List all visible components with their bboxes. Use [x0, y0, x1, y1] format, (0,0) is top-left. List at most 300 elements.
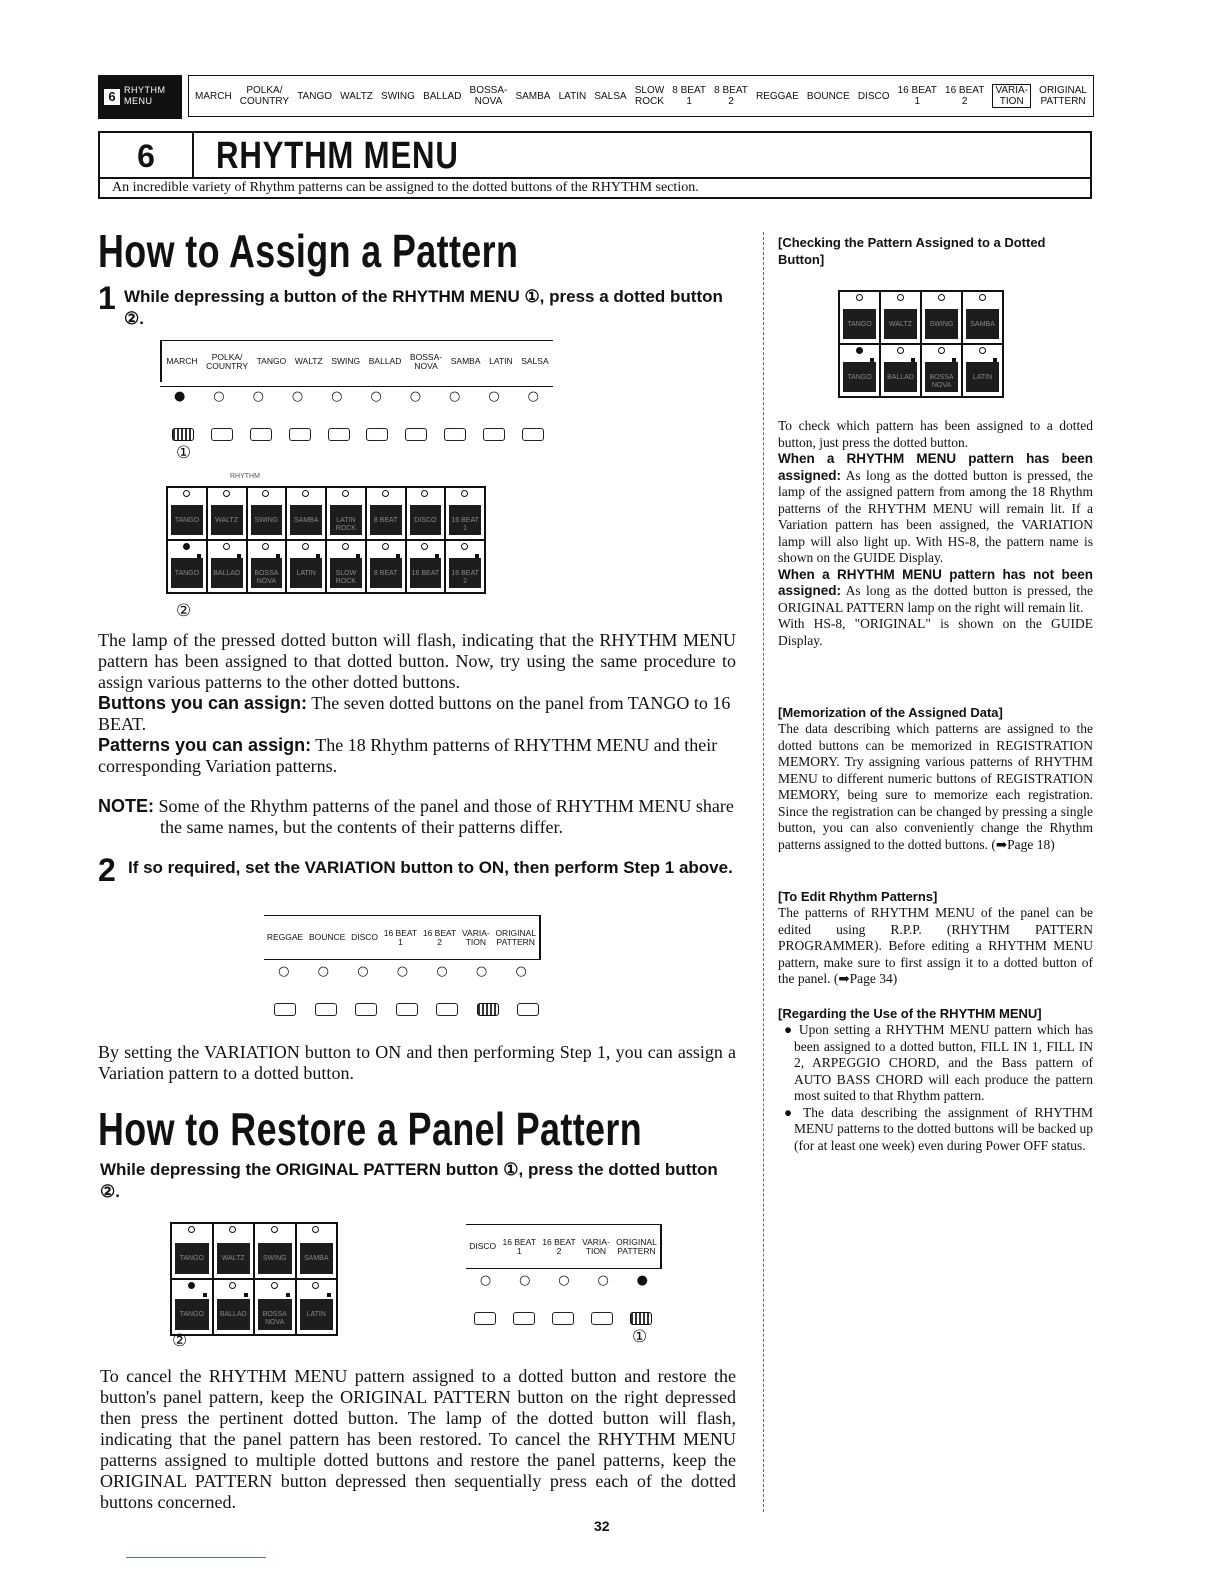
button-face: [330, 558, 362, 588]
rhythm-button[interactable]: [286, 540, 326, 593]
lamp-icon: [897, 294, 904, 301]
lamp-icon: [342, 490, 349, 497]
rhythm-button[interactable]: [445, 487, 485, 540]
callout-1: ①: [176, 443, 192, 463]
dot-marker-icon: [356, 554, 360, 558]
lamp-icon: [302, 490, 309, 497]
button-face: [251, 558, 283, 588]
diagram-original-strip: [466, 1224, 662, 1268]
rhythm-button[interactable]: [247, 487, 287, 540]
button-label: SWING: [929, 321, 954, 329]
button-label: 8 BEAT: [373, 570, 398, 578]
rhythm-button[interactable]: [880, 291, 921, 344]
menu-item-line1: TANGO: [297, 90, 333, 102]
lamp-icon: [188, 1282, 195, 1289]
diagram-variation-lamps: [264, 959, 541, 979]
button-label: SAMBA: [293, 517, 319, 525]
note: NOTE: Some of the Rhythm patterns of the panel and those of RHYTHM MENU share the same names, but the contents of their patterns differ.: [98, 796, 734, 837]
button-face: [843, 362, 876, 392]
badge-number: 6: [104, 89, 120, 105]
menu-item-line1: BALLAD: [423, 90, 462, 102]
rhythm-button[interactable]: [326, 487, 366, 540]
menu-item-line1: 16 BEAT: [897, 85, 937, 96]
lamp-off: ○: [396, 964, 409, 979]
menu-item[interactable]: [714, 85, 748, 107]
dot-marker-icon: [327, 1293, 331, 1297]
lamp-off: ○: [527, 389, 539, 404]
callout-2: ②: [176, 601, 192, 621]
menu-item-line2: 1: [686, 96, 692, 107]
dot-marker-icon: [244, 1293, 248, 1297]
rhythm-button[interactable]: [167, 540, 207, 593]
menu-item-line1: 8 BEAT: [672, 85, 707, 96]
button-label: 16 BEAT 1: [451, 517, 479, 533]
lamp-off: ○: [278, 964, 290, 979]
lamp-icon: [421, 490, 428, 497]
button-face: [175, 1299, 209, 1330]
menu-button[interactable]: [444, 428, 466, 441]
menu-item-line1: LATIN: [558, 90, 587, 102]
strip-label: 16 BEAT 2: [422, 927, 457, 947]
button-face: [884, 309, 917, 339]
rhythm-button[interactable]: [213, 1223, 255, 1279]
step-1-number: 1: [98, 280, 116, 316]
check-rhythm-panel: [838, 290, 1004, 398]
strip-label: MARCH: [166, 356, 198, 366]
lamp-off: ○: [436, 964, 448, 979]
diagram-assign: [160, 340, 553, 463]
diagram-variation-buttons: [274, 1003, 539, 1016]
lamp-off: ○: [519, 1273, 531, 1288]
lamp-icon: [979, 294, 986, 301]
menu-button[interactable]: [591, 1312, 613, 1325]
rhythm-button[interactable]: [921, 291, 962, 344]
heading-restore-pattern: How to Restore a Panel Pattern: [98, 1103, 643, 1155]
chapter-title: RHYTHM MENU: [216, 135, 459, 177]
button-label: LATIN: [972, 374, 993, 382]
button-label: BALLAD: [219, 1311, 247, 1319]
heading-assign-pattern: How to Assign a Pattern: [98, 225, 519, 277]
lamp-icon: [382, 543, 389, 550]
lamp-off: ○: [449, 389, 461, 404]
footer-rule: [126, 1557, 266, 1558]
button-label: WALTZ: [889, 321, 912, 329]
rhythm-button[interactable]: [880, 344, 921, 397]
strip-label: POLKA/ COUNTRY: [206, 351, 248, 371]
rhythm-button[interactable]: [247, 540, 287, 593]
dot-marker-icon: [276, 554, 280, 558]
menu-item-line1: MARCH: [195, 90, 232, 102]
lamp-icon: [979, 347, 986, 354]
button-label: SAMBA: [970, 321, 995, 329]
lamp-off: ○: [317, 964, 330, 979]
pressed-button[interactable]: [477, 1003, 499, 1016]
paragraph-variation: By setting the VARIATION button to ON and then performing Step 1, you can assign a Variation pattern to a dotted button.: [98, 1042, 736, 1083]
button-face: [370, 505, 402, 535]
strip-label: REGGAE: [266, 932, 304, 942]
menu-item-line2: 2: [728, 96, 734, 107]
menu-item-line1: SALSA: [594, 90, 627, 102]
menu-item[interactable]: [992, 84, 1031, 108]
menu-button[interactable]: [366, 428, 388, 441]
button-face: [843, 309, 876, 339]
dot-marker-icon: [435, 554, 439, 558]
diagram-original-buttons: [474, 1312, 652, 1325]
strip-label: 16 BEAT 1: [383, 927, 418, 947]
button-label: BALLAD: [887, 374, 914, 382]
chapter-title-box: [98, 131, 1092, 177]
button-face: [410, 558, 442, 588]
menu-item-line1: SAMBA: [515, 90, 551, 102]
rhythm-menu-strip: [188, 75, 1094, 117]
lamp-icon: [183, 543, 190, 550]
strip-label: ORIGINAL PATTERN: [495, 927, 537, 947]
button-label: LATIN: [296, 570, 316, 578]
strip-label: ORIGINAL PATTERN: [616, 1236, 657, 1256]
menu-item-line1: SWING: [381, 90, 415, 102]
menu-item-line1: BOSSA-: [469, 85, 508, 96]
lamp-icon: [342, 543, 349, 550]
not-assigned-paragraph: When a RHYTHM MENU pattern has not been assigned: As long as the dotted button is pressed, the ORIGINAL PATTERN lamp on the right will remain lit.: [778, 566, 1093, 615]
button-label: LATIN ROCK: [335, 517, 356, 533]
button-face: [175, 1243, 209, 1274]
dot-marker-icon: [475, 554, 479, 558]
diagram-lamp-row: [160, 386, 553, 404]
step-2-text: If so required, set the VARIATION button to ON, then perform Step 1 above.: [128, 858, 733, 877]
button-face: [370, 558, 402, 588]
menu-button[interactable]: [396, 1003, 418, 1016]
lamp-off: ○: [475, 964, 488, 979]
strip-label: VARIA- TION: [461, 927, 490, 947]
lamp-icon: [938, 347, 945, 354]
strip-label: DISCO: [351, 932, 378, 942]
button-label: BOSSA NOVA: [254, 570, 279, 586]
menu-item-line2: TION: [999, 96, 1024, 107]
lamp-off: ○: [331, 389, 343, 404]
button-label: SAMBA: [303, 1255, 329, 1263]
restore-step-text: While depressing the ORIGINAL PATTERN button ①, press the dotted button ②.: [100, 1160, 718, 1201]
lamp-icon: [188, 1226, 195, 1233]
dot-marker-icon: [286, 1293, 290, 1297]
column-divider: [763, 232, 765, 1512]
button-label: LATIN: [306, 1311, 326, 1319]
menu-item[interactable]: [594, 91, 626, 102]
menu-item[interactable]: [635, 85, 664, 107]
use-item-1: ● Upon setting a RHYTHM MENU pattern which has been assigned to a dotted button, FILL IN 1, FILL IN 2, ARPEGGIO CHORD, and the Bass pattern of AUTO BASS CHORD will each produce the pattern most suited to that Rhythm pattern.: [784, 1022, 1093, 1103]
menu-button[interactable]: [513, 1312, 535, 1325]
lamp-icon: [229, 1226, 236, 1233]
menu-button[interactable]: [405, 428, 427, 441]
button-label: SWING: [262, 1255, 287, 1263]
dot-marker-icon: [237, 554, 241, 558]
dot-marker-icon: [203, 1293, 207, 1297]
menu-button[interactable]: [517, 1003, 539, 1016]
button-label: WALTZ: [221, 1255, 245, 1263]
rhythm-button[interactable]: [962, 344, 1003, 397]
button-face: [290, 505, 322, 535]
menu-item[interactable]: [756, 91, 799, 102]
rhythm-button[interactable]: [406, 487, 446, 540]
lamp-icon: [382, 490, 389, 497]
rhythm-button[interactable]: [839, 344, 880, 397]
use-item-2: ● The data describing the assignment of RHYTHM MENU patterns to the dotted buttons will be backed up (for at least one week) even during Power OFF status.: [784, 1104, 1093, 1153]
menu-button[interactable]: [328, 428, 350, 441]
lamp-icon: [223, 490, 230, 497]
menu-item[interactable]: [559, 91, 587, 102]
menu-button[interactable]: [436, 1003, 458, 1016]
rhythm-button[interactable]: [286, 487, 326, 540]
menu-item[interactable]: [423, 91, 461, 102]
button-label: BOSSA NOVA: [262, 1311, 287, 1327]
diagram-button-row: [172, 428, 544, 441]
lamp-icon: [897, 347, 904, 354]
menu-item-line1: WALTZ: [340, 90, 373, 102]
heading-edit: [To Edit Rhythm Patterns]: [778, 889, 938, 904]
button-label: TANGO: [179, 1311, 204, 1319]
lamp-icon: [938, 294, 945, 301]
strip-label: BALLAD: [368, 356, 402, 366]
menu-item[interactable]: [898, 85, 937, 107]
button-label: DISCO: [414, 517, 437, 525]
menu-item[interactable]: [807, 91, 850, 102]
menu-item-line1: 8 BEAT: [714, 85, 748, 96]
diagram-original-lamps: [466, 1268, 662, 1288]
menu-button[interactable]: [522, 428, 544, 441]
button-face: [925, 309, 958, 339]
menu-button[interactable]: [474, 1312, 496, 1325]
lamp-off: ○: [597, 1273, 609, 1288]
rhythm-button[interactable]: [921, 344, 962, 397]
button-label: SLOW ROCK: [335, 570, 357, 586]
button-face: [258, 1243, 292, 1274]
button-label: BOSSA NOVA: [929, 374, 954, 390]
menu-item[interactable]: [858, 91, 890, 102]
lamp-off: ○: [370, 389, 382, 404]
rhythm-button[interactable]: [254, 1223, 296, 1279]
menu-item-line2: COUNTRY: [239, 96, 290, 107]
step-1-text: While depressing a button of the RHYTHM MENU ①, press a dotted button ②.: [124, 287, 723, 328]
rhythm-button[interactable]: [207, 487, 247, 540]
lamp-off: ○: [488, 389, 500, 404]
dot-marker-icon: [993, 358, 997, 362]
button-face: [171, 505, 203, 535]
lamp-off: ○: [213, 389, 225, 404]
diagram-original-pattern: [466, 1224, 662, 1347]
menu-item[interactable]: [470, 85, 508, 107]
button-face: [300, 1243, 334, 1274]
menu-item[interactable]: [195, 91, 232, 102]
menu-item-line1: VARIA-: [995, 85, 1029, 96]
lamp-icon: [421, 543, 428, 550]
button-label: SWING: [254, 517, 279, 525]
button-label: BALLAD: [213, 570, 241, 578]
button-face: [251, 505, 283, 535]
diagram-menu-strip: [160, 340, 553, 382]
diagram-variation-strip: [264, 915, 541, 959]
rhythm-button[interactable]: [296, 1279, 338, 1335]
button-face: [966, 309, 999, 339]
button-face: [966, 362, 999, 392]
menu-button[interactable]: [483, 428, 505, 441]
lamp-icon: [461, 490, 468, 497]
menu-item-line1: 16 BEAT: [945, 85, 985, 96]
heading-checking: [Checking the Pattern Assigned to a Dotted Button]: [778, 235, 1046, 267]
button-face: [211, 505, 243, 535]
button-label: 16 BEAT 2: [451, 570, 479, 586]
button-label: TANGO: [179, 1255, 204, 1263]
lamp-lit: ●: [636, 1273, 649, 1288]
rhythm-panel: [166, 486, 486, 594]
menu-item-line2: ROCK: [634, 96, 664, 107]
chapter-number: 6: [100, 133, 194, 177]
menu-item[interactable]: [515, 91, 550, 102]
strip-label: DISCO: [469, 1241, 497, 1251]
paragraph-assign: The lamp of the pressed dotted button will flash, indicating that the RHYTHM MENU pattern has been assigned to that dotted button. Now, try using the same procedure to assign various patterns to the other dotted buttons.: [98, 630, 736, 692]
dot-marker-icon: [870, 358, 874, 362]
dot-marker-icon: [952, 358, 956, 362]
rhythm-button[interactable]: [366, 540, 406, 593]
button-face: [330, 505, 362, 535]
menu-button[interactable]: [315, 1003, 337, 1016]
restore-callout-1: ①: [632, 1327, 648, 1347]
button-label: TANGO: [847, 374, 872, 382]
menu-button[interactable]: [211, 428, 233, 441]
rhythm-button[interactable]: [254, 1279, 296, 1335]
dot-marker-icon: [396, 554, 400, 558]
restore-callout-2: ②: [172, 1331, 188, 1351]
rhythm-button[interactable]: [962, 291, 1003, 344]
menu-item[interactable]: [672, 85, 706, 107]
menu-item[interactable]: [240, 85, 289, 107]
menu-badge: [98, 75, 182, 119]
menu-item-line1: DISCO: [857, 90, 890, 102]
lamp-icon: [223, 543, 230, 550]
menu-button[interactable]: [289, 428, 311, 441]
menu-item-line1: SLOW: [634, 85, 665, 96]
rhythm-button[interactable]: [326, 540, 366, 593]
check-paragraph: To check which pattern has been assigned to a dotted button, just press the dotted button. When a RHYTHM MENU pattern has been assigned: As long as the dotted button is pressed, the lamp of the assigned pattern from among the 18 Rhythm patterns of the RHYTHM MENU will remain lit. If a Variation pattern has been assigned, the VARIATION lamp will also light up. With HS-8, the pattern name is shown on the GUIDE Display. When a RHYTHM MENU pattern has not been assigned: As long as the dotted button is pressed, the ORIGINAL PATTERN lamp on the right will remain lit. With HS-8, "ORIGINAL" is shown on the GUIDE Display.: [778, 418, 1093, 648]
menu-item[interactable]: [1039, 85, 1087, 107]
strip-label: SWING: [331, 356, 361, 366]
lamp-off: ○: [291, 389, 304, 404]
dot-marker-icon: [316, 554, 320, 558]
dot-marker-icon: [197, 554, 201, 558]
panel-label: RHYTHM: [230, 473, 260, 480]
strip-label: TANGO: [256, 356, 287, 366]
rhythm-button[interactable]: [296, 1223, 338, 1279]
rhythm-button[interactable]: [171, 1279, 213, 1335]
dot-marker-icon: [911, 358, 915, 362]
diagram-variation: [264, 915, 541, 1016]
strip-label: SALSA: [521, 356, 549, 366]
lamp-off: ○: [479, 1273, 492, 1288]
menu-item-line1: BOUNCE: [806, 90, 850, 102]
rhythm-button[interactable]: [839, 291, 880, 344]
button-label: TANGO: [847, 321, 872, 329]
button-face: [258, 1299, 292, 1330]
menu-item-line1: POLKA/: [246, 85, 283, 96]
rhythm-button[interactable]: [445, 540, 485, 593]
button-face: [290, 558, 322, 588]
button-label: 8 BEAT: [373, 517, 398, 525]
buttons-you-can-assign: Buttons you can assign: The seven dotted buttons on the panel from TANGO to 16 BEAT.: [98, 693, 731, 734]
lamp-icon: [271, 1226, 278, 1233]
pressed-button[interactable]: [172, 428, 194, 441]
lamp-icon: [461, 543, 468, 550]
lamp-icon: [312, 1226, 319, 1233]
rhythm-button[interactable]: [213, 1279, 255, 1335]
assigned-paragraph: When a RHYTHM MENU pattern has been assigned: As long as the dotted button is pressed, the lamp of the assigned pattern from among the 18 Rhythm patterns of the RHYTHM MENU will remain lit. If a Variation pattern has been assigned, the VARIATION lamp will also light up. With HS-8, the pattern name is shown on the GUIDE Display.: [778, 451, 1093, 565]
button-face: [217, 1299, 251, 1330]
strip-label: LATIN: [489, 356, 513, 366]
strip-label: WALTZ: [294, 356, 323, 366]
strip-label: BOUNCE: [308, 932, 346, 942]
menu-item[interactable]: [340, 91, 373, 102]
rhythm-button[interactable]: [171, 1223, 213, 1279]
strip-label: 16 BEAT 2: [542, 1236, 576, 1256]
pressed-button[interactable]: [630, 1312, 652, 1325]
button-label: WALTZ: [215, 517, 239, 525]
paragraph-restore: To cancel the RHYTHM MENU pattern assigned to a dotted button and restore the button's panel pattern, keep the ORIGINAL PATTERN button on the right depressed then press the pertinent dotted button. The lamp of the dotted button will flash, indicating that the panel pattern has been restored. To cancel the RHYTHM MENU patterns assigned to multiple dotted buttons and restore the panel patterns, keep the ORIGINAL PATTERN button depressed then sequentially press each of the dotted buttons concerned.: [100, 1366, 736, 1512]
menu-button[interactable]: [552, 1312, 574, 1325]
strip-label: VARIA- TION: [582, 1236, 610, 1256]
button-face: [171, 558, 203, 588]
menu-item[interactable]: [297, 91, 332, 102]
button-label: TANGO: [174, 570, 200, 578]
menu-item[interactable]: [945, 85, 984, 107]
menu-button[interactable]: [274, 1003, 296, 1016]
heading-memorization: [Memorization of the Assigned Data]: [778, 705, 1003, 720]
lamp-off: ○: [558, 1273, 570, 1288]
menu-item-line2: PATTERN: [1040, 96, 1086, 107]
rhythm-button[interactable]: [406, 540, 446, 593]
memorization-text: The data describing which patterns are assigned to the dotted buttons can be memorized in REGISTRATION MEMORY. Try assigning various patterns of RHYTHM MENU to different numeric buttons of REGISTRATION MEMORY, being sure to memorize each registration. Since the registration can be changed by pressing a single button, you can also conveniently change the Rhythm patterns assigned to the dotted buttons. (➡Page 18): [778, 721, 1093, 852]
button-face: [300, 1299, 334, 1330]
chapter-subtitle: An incredible variety of Rhythm patterns can be assigned to the dotted buttons of the RHYTHM section.: [98, 177, 1092, 199]
button-face: [410, 505, 442, 535]
lamp-icon: [312, 1282, 319, 1289]
rhythm-button[interactable]: [167, 487, 207, 540]
button-face: [449, 505, 481, 535]
restore-rhythm-panel: [170, 1222, 338, 1336]
lamp-lit: ●: [173, 389, 186, 404]
strip-label: 16 BEAT 1: [502, 1236, 536, 1256]
lamp-icon: [183, 490, 190, 497]
menu-item-line1: ORIGINAL: [1039, 85, 1087, 96]
lamp-icon: [229, 1282, 236, 1289]
rhythm-button[interactable]: [207, 540, 247, 593]
menu-item-line2: NOVA: [474, 96, 503, 107]
menu-button[interactable]: [250, 428, 272, 441]
lamp-icon: [271, 1282, 278, 1289]
lamp-icon: [262, 543, 269, 550]
menu-button[interactable]: [355, 1003, 377, 1016]
button-face: [217, 1243, 251, 1274]
page-number: 32: [594, 1518, 610, 1534]
menu-item[interactable]: [381, 91, 415, 102]
lamp-icon: [856, 347, 863, 354]
button-label: TANGO: [174, 517, 200, 525]
edit-text: The patterns of RHYTHM MENU of the panel can be edited using R.P.P. (RHYTHM PATTERN PROGRAMMER). Before editing a RHYTHM MENU pattern, make sure to first assign it to a dotted button of the panel. (➡Page 34): [778, 905, 1093, 986]
button-face: [449, 558, 481, 588]
use-list: [778, 1022, 1093, 1154]
rhythm-button[interactable]: [366, 487, 406, 540]
lamp-off: ○: [515, 964, 527, 979]
button-face: [884, 362, 917, 392]
heading-use: [Regarding the Use of the RHYTHM MENU]: [778, 1006, 1042, 1021]
lamp-icon: [302, 543, 309, 550]
menu-item-line2: 2: [961, 96, 968, 107]
